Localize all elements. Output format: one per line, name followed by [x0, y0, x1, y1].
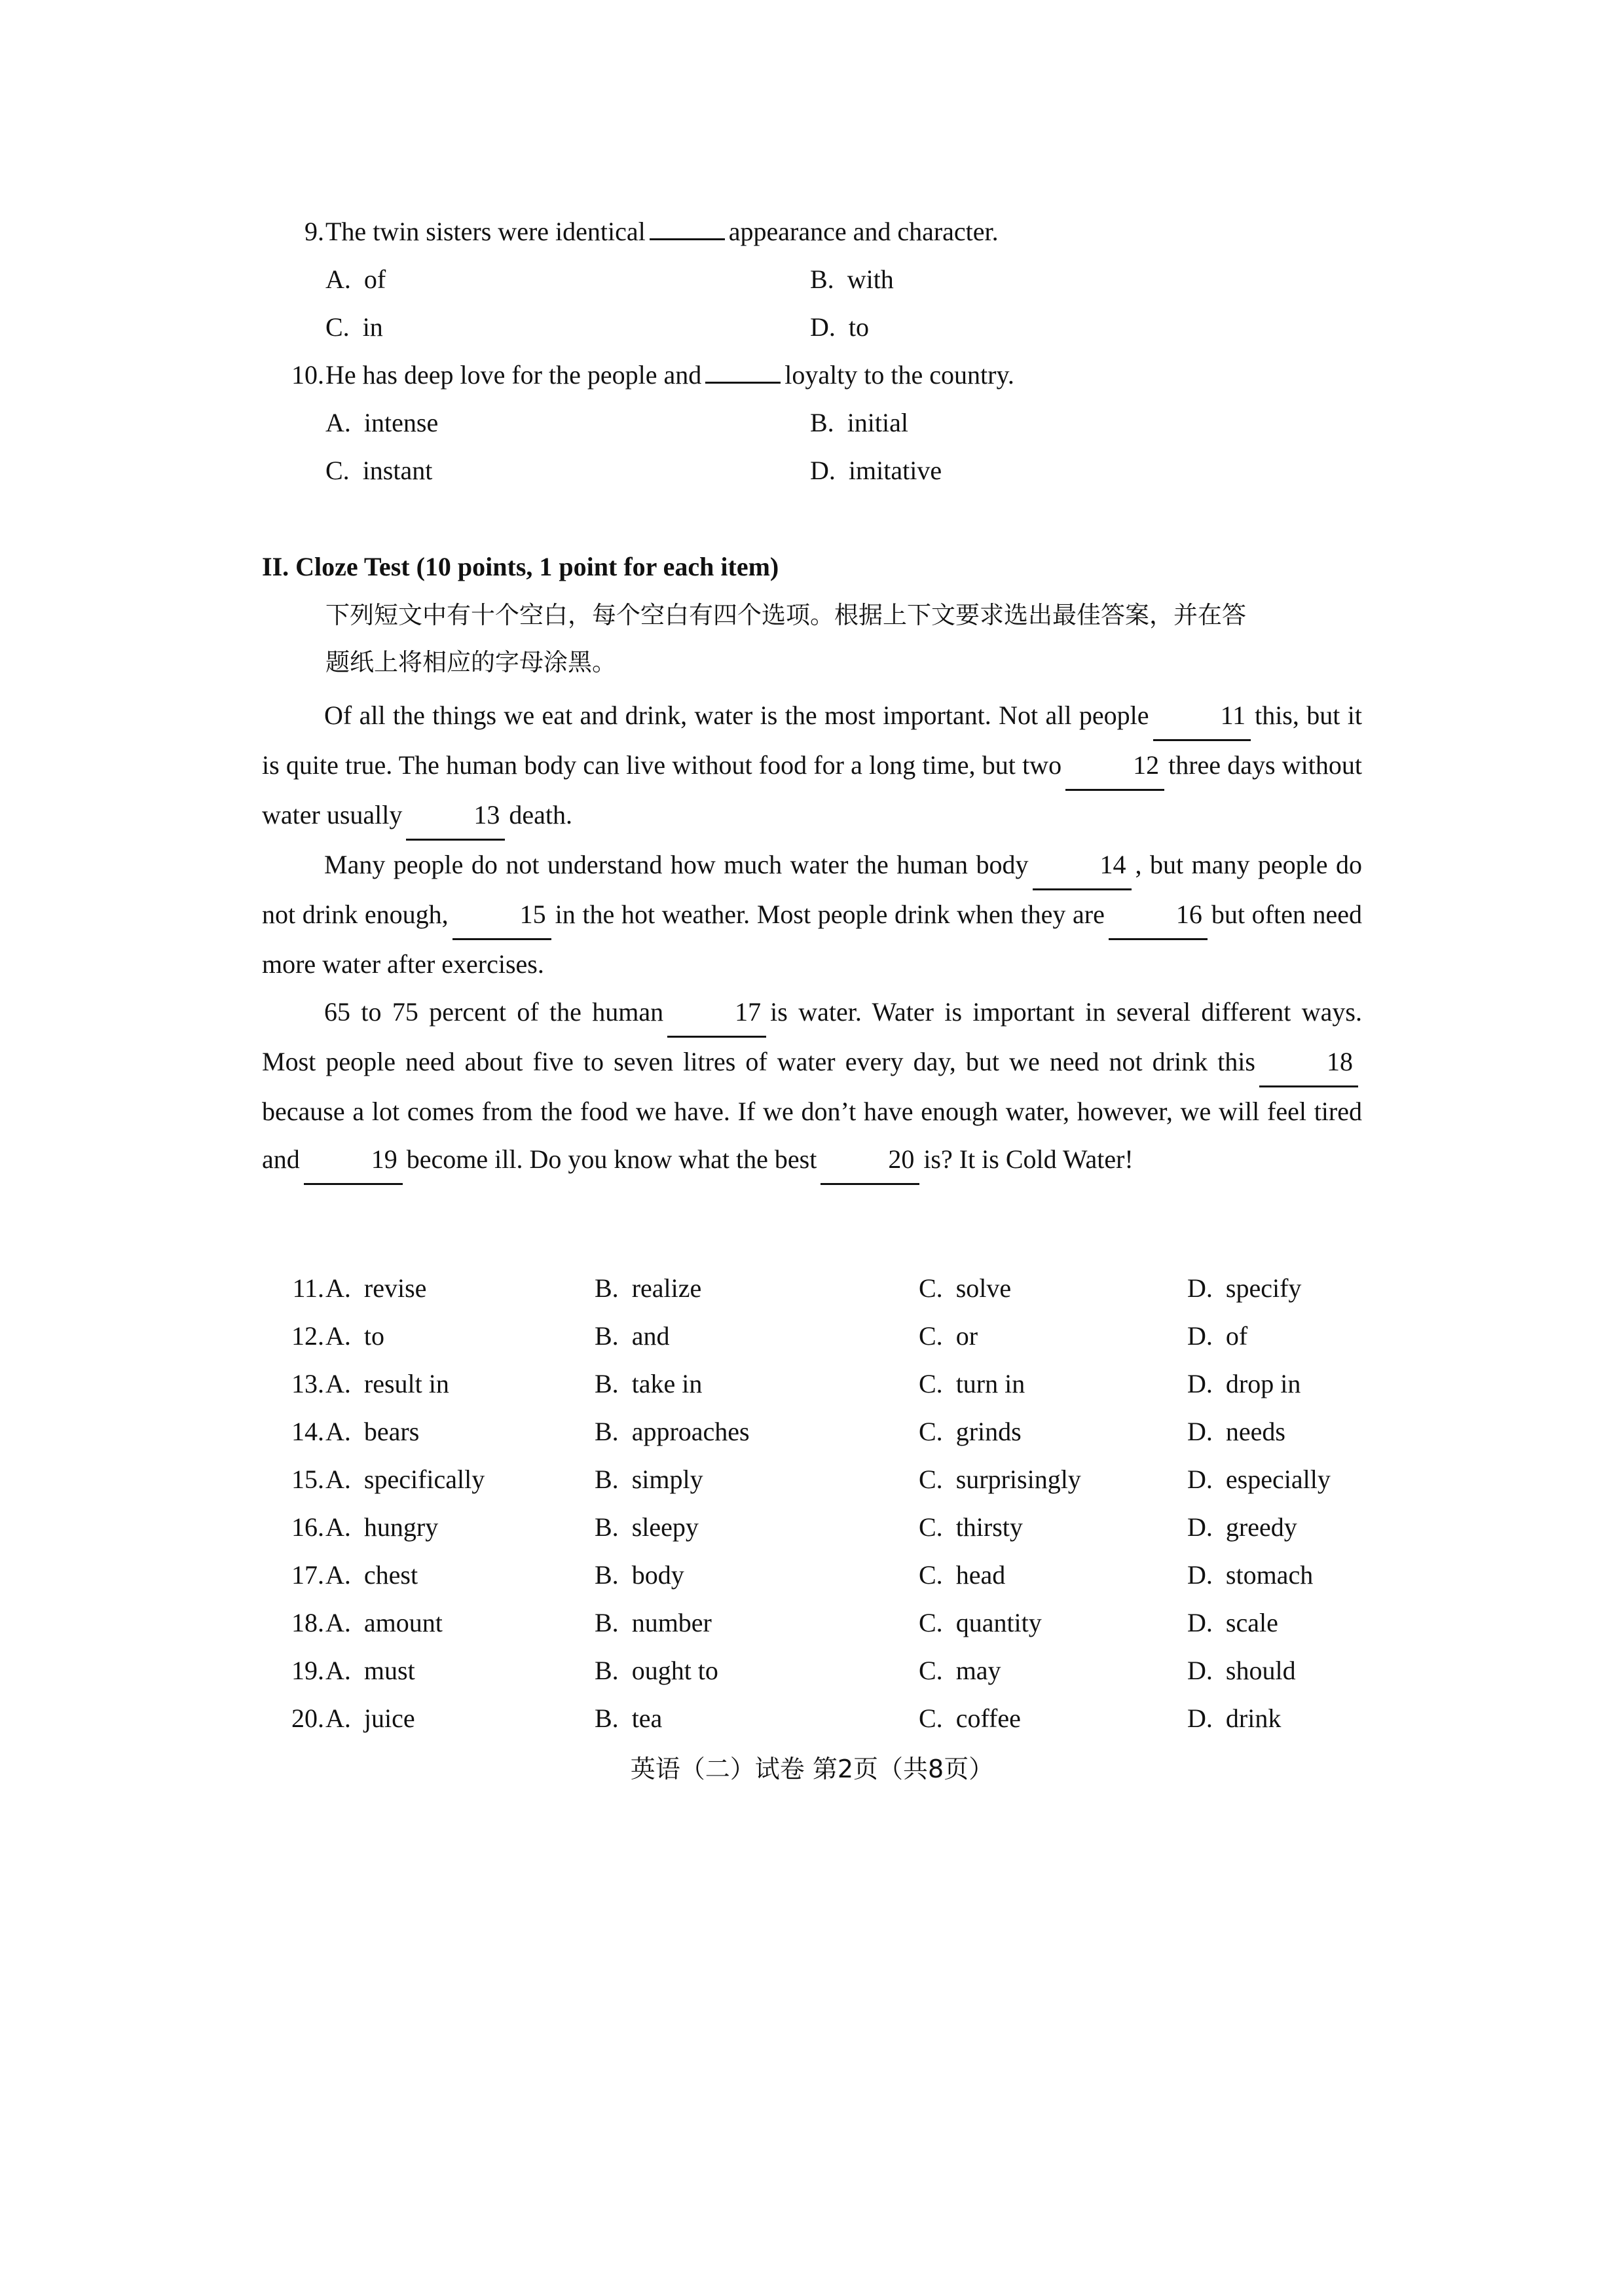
question-10-option-c — [325, 455, 432, 486]
page-footer: 英语（二）试卷 第2页（共8页） — [630, 1755, 994, 1783]
cloze-option-d: D. of — [1187, 1321, 1248, 1351]
option-letter: C. — [325, 456, 350, 485]
question-9-option-c — [325, 312, 383, 343]
passage-text: but often need more water after exercises. — [262, 900, 1363, 979]
passage-text: , but many people do not drink enough, — [262, 850, 1362, 929]
question-9-stem-before: The twin sisters were identical — [325, 217, 646, 246]
cloze-option-d: D. especially — [1187, 1465, 1331, 1494]
cloze-option-d: D. drop in — [1187, 1369, 1301, 1398]
cloze-option-a: A. chest — [325, 1560, 418, 1590]
option-letter: B. — [810, 408, 834, 437]
cloze-option-c: C. or — [919, 1321, 978, 1351]
cloze-item-number: 14. — [291, 1417, 324, 1446]
cloze-option-b: B. and — [595, 1321, 670, 1351]
cloze-option-a: A. specifically — [325, 1465, 485, 1494]
question-10-option-b — [810, 407, 908, 439]
cloze-option-c: C. coffee — [919, 1704, 1021, 1733]
question-9-blank — [650, 238, 725, 240]
passage-text: Of all the things we eat and drink, water is the most important. Not all people — [324, 701, 1149, 730]
option-letter: C. — [325, 312, 350, 342]
cloze-option-d: D. stomach — [1187, 1560, 1314, 1590]
passage-blank-15: 15 — [452, 890, 551, 940]
question-10-blank — [705, 381, 781, 384]
cloze-option-a: A. revise — [325, 1273, 427, 1303]
passage-blank-11: 11 — [1153, 691, 1251, 741]
section-title: Cloze Test (10 points, 1 point for each item) — [295, 552, 779, 581]
question-9-stem-after: appearance and character. — [728, 217, 999, 246]
question-9-option-b — [810, 264, 894, 295]
cloze-option-b: B. number — [595, 1608, 712, 1637]
passage-paragraph-1 — [262, 691, 1362, 841]
cloze-item-number: 11. — [292, 1273, 324, 1303]
cloze-option-a: A. bears — [325, 1417, 420, 1446]
cloze-option-a: A. result in — [325, 1369, 449, 1398]
cloze-option-d: D. needs — [1187, 1417, 1285, 1446]
cloze-item-number: 15. — [291, 1465, 324, 1494]
question-10-option-d — [810, 455, 942, 486]
cloze-option-b: B. take in — [595, 1369, 703, 1398]
cloze-option-c: C. solve — [919, 1273, 1012, 1303]
cloze-option-b: B. realize — [595, 1273, 702, 1303]
cloze-option-c: C. thirsty — [919, 1512, 1023, 1542]
cloze-option-c: C. may — [919, 1656, 1001, 1685]
passage-text: in the hot weather. Most people drink when they are — [555, 900, 1105, 929]
cloze-option-b: B. simply — [595, 1465, 703, 1494]
cloze-item-number: 16. — [291, 1512, 324, 1542]
passage-blank-17: 17 — [667, 988, 766, 1038]
option-text: imitative — [848, 456, 942, 485]
section-instruction-line2: 题纸上将相应的字母涂黑。 — [325, 648, 616, 676]
passage-text: three days without water usually — [262, 750, 1362, 829]
option-letter: B. — [810, 264, 834, 294]
passage-text: is water. Water is important in several different ways. Most people need about five to seven litres of water every day, but we need not drink this — [262, 997, 1362, 1076]
cloze-option-c: C. surprisingly — [919, 1465, 1081, 1494]
cloze-item-number: 12. — [291, 1321, 324, 1351]
question-10-option-a — [325, 407, 438, 439]
cloze-item-number: 13. — [291, 1369, 324, 1398]
passage-blank-20: 20 — [821, 1135, 919, 1185]
passage-blank-16: 16 — [1109, 890, 1208, 940]
passage-blank-14: 14 — [1033, 841, 1132, 890]
cloze-option-d: D. scale — [1187, 1608, 1278, 1637]
cloze-option-a: A. amount — [325, 1608, 443, 1637]
cloze-item-number: 18. — [291, 1608, 324, 1637]
cloze-option-c: C. quantity — [919, 1608, 1042, 1637]
section-numeral: II. — [262, 552, 289, 581]
option-text: with — [847, 264, 894, 294]
option-letter: D. — [810, 312, 836, 342]
option-letter: A. — [325, 408, 351, 437]
passage-blank-18: 18 — [1259, 1038, 1358, 1087]
cloze-option-d: D. specify — [1187, 1273, 1302, 1303]
passage-blank-13: 13 — [406, 791, 505, 841]
passage-blank-19: 19 — [304, 1135, 403, 1185]
cloze-option-c: C. turn in — [919, 1369, 1025, 1398]
option-letter: D. — [810, 456, 836, 485]
cloze-option-a: A. hungry — [325, 1512, 439, 1542]
cloze-option-a: A. juice — [325, 1704, 415, 1733]
question-9-option-a — [325, 264, 386, 295]
section-heading — [262, 551, 779, 583]
cloze-option-b: B. ought to — [595, 1656, 718, 1685]
cloze-option-d: D. drink — [1187, 1704, 1282, 1733]
question-9-number: 9. — [304, 217, 324, 246]
passage-text: death. — [509, 800, 572, 829]
cloze-option-b: B. approaches — [595, 1417, 750, 1446]
cloze-option-b: B. sleepy — [595, 1512, 699, 1542]
option-letter: A. — [325, 264, 351, 294]
option-text: instant — [362, 456, 433, 485]
passage-text: because a lot comes from the food we have. If we don’t have enough water, however, we will feel tired and — [262, 1097, 1362, 1174]
cloze-option-b: B. body — [595, 1560, 684, 1590]
cloze-item-number: 20. — [291, 1704, 324, 1733]
passage-paragraph-2 — [262, 841, 1362, 988]
passage-text: this, but it is quite true. The human body can live without food for a long time, but two — [262, 701, 1363, 780]
question-10-stem-before: He has deep love for the people and — [325, 360, 702, 390]
cloze-option-d: D. should — [1187, 1656, 1296, 1685]
cloze-passage — [262, 691, 1362, 1185]
passage-text: Many people do not understand how much water the human body — [324, 850, 1029, 879]
cloze-option-b: B. tea — [595, 1704, 663, 1733]
passage-paragraph-3 — [262, 988, 1362, 1185]
question-9-stem — [325, 216, 999, 247]
cloze-item-number: 19. — [291, 1656, 324, 1685]
question-10-number: 10. — [291, 360, 324, 390]
option-text: initial — [847, 408, 909, 437]
question-9-option-d — [810, 312, 869, 343]
option-text: to — [848, 312, 870, 342]
cloze-option-a: A. to — [325, 1321, 385, 1351]
passage-blank-12: 12 — [1065, 741, 1164, 791]
cloze-option-c: C. head — [919, 1560, 1006, 1590]
question-10-stem-after: loyalty to the country. — [784, 360, 1014, 390]
passage-text: become ill. Do you know what the best — [406, 1144, 817, 1174]
passage-text: is? It is Cold Water! — [923, 1144, 1134, 1174]
cloze-option-c: C. grinds — [919, 1417, 1022, 1446]
option-text: in — [362, 312, 383, 342]
question-10-stem — [325, 359, 1014, 391]
cloze-option-a: A. must — [325, 1656, 415, 1685]
section-instruction-line1: 下列短文中有十个空白，每个空白有四个选项。根据上下文要求选出最佳答案，并在答 — [325, 601, 1246, 629]
option-text: of — [363, 264, 386, 294]
cloze-item-number: 17. — [291, 1560, 324, 1590]
cloze-option-d: D. greedy — [1187, 1512, 1297, 1542]
passage-text: 65 to 75 percent of the human — [324, 997, 664, 1027]
option-text: intense — [363, 408, 439, 437]
